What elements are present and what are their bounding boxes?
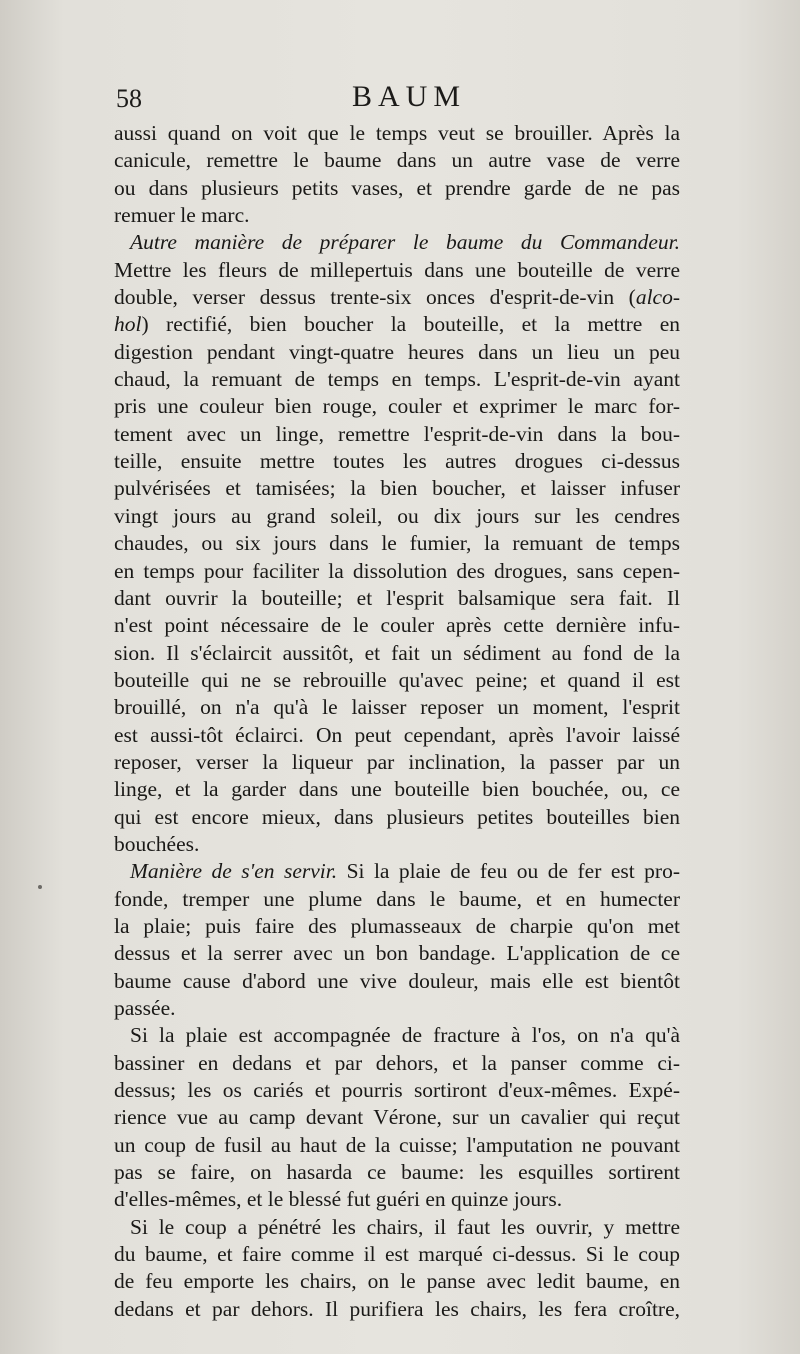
text-run: baume cause d'abord une vive douleur, mais elle est bientôt	[114, 968, 680, 993]
page-header	[112, 78, 672, 114]
text-run: aussi quand on voit que le temps veut se brouiller. Après la	[114, 121, 680, 145]
text-run: du baume, et faire comme il est marqué ci-dessus. Si le coup	[114, 1242, 680, 1267]
margin-speck	[38, 885, 42, 889]
text-run: fonde, tremper une plume dans le baume, et en humecter	[114, 886, 680, 911]
text-run: dedans et par dehors. Il purifiera les chairs, les fera croître,	[114, 1296, 680, 1321]
text-run: bouteille qui ne se rebrouille qu'avec peine; et quand il est	[114, 667, 680, 692]
text-run: dant ouvrir la bouteille; et l'esprit balsamique sera fait. Il	[114, 585, 680, 610]
body-text	[114, 120, 680, 1323]
text-line	[114, 366, 680, 393]
text-line	[114, 257, 680, 284]
text-line	[114, 858, 680, 885]
text-run: dessus; les os cariés et pourris sortiront d'eux-mêmes. Expé-	[114, 1078, 680, 1103]
text-run: bouchées.	[114, 831, 200, 856]
page-number: 58	[116, 84, 142, 113]
text-line	[114, 311, 680, 338]
italic-text: Manière de s'en servir.	[130, 859, 338, 884]
text-line	[114, 1159, 680, 1186]
text-run: teille, ensuite mettre toutes les autres drogues ci-dessus	[114, 449, 680, 474]
text-line	[114, 393, 680, 420]
text-run: Si le coup a pénétré les chairs, il faut les ouvrir, y mettre	[130, 1214, 680, 1239]
text-run: bassiner en dedans et par dehors, et la panser comme ci-	[114, 1050, 680, 1075]
text-run: pris une couleur bien rouge, couler et exprimer le marc for-	[114, 394, 680, 419]
text-line	[114, 776, 680, 803]
text-run: dessus et la serrer avec un bon bandage. L'application de ce	[114, 941, 680, 966]
text-line	[114, 175, 680, 202]
text-line	[114, 558, 680, 585]
text-run: Mettre les fleurs de millepertuis dans une bouteille de verre	[114, 257, 680, 282]
text-run: reposer, verser la liqueur par inclination, la passer par un	[114, 749, 680, 774]
text-run: de feu emporte les chairs, on le panse avec ledit baume, en	[114, 1269, 680, 1294]
text-line	[114, 694, 680, 721]
text-run: canicule, remettre le baume dans un autre vase de verre	[114, 148, 680, 173]
text-line	[114, 968, 680, 995]
text-line	[114, 421, 680, 448]
text-line	[114, 1186, 680, 1213]
text-line	[114, 1022, 680, 1049]
text-line	[114, 995, 680, 1022]
text-line	[114, 339, 680, 366]
text-line	[114, 530, 680, 557]
text-run: d'elles-mêmes, et le blessé fut guéri en quinze jours.	[114, 1187, 563, 1212]
text-line	[114, 475, 680, 502]
text-line	[114, 202, 680, 229]
text-run: ou dans plusieurs petits vases, et prendre garde de ne pas	[114, 175, 680, 200]
italic-text: alco-	[635, 285, 680, 310]
text-run: Si la plaie est accompagnée de fracture à l'os, on n'a qu'à	[130, 1023, 680, 1048]
text-line	[114, 667, 680, 694]
text-line	[114, 749, 680, 776]
text-line	[114, 503, 680, 530]
text-line	[114, 229, 680, 256]
text-run: tement avec un linge, remettre l'esprit-de-vin dans la bou-	[114, 421, 680, 446]
text-run: remuer le marc.	[114, 203, 250, 228]
text-line	[114, 913, 680, 940]
text-run: n'est point nécessaire de le couler après cette dernière infu-	[114, 613, 680, 638]
italic-text: Autre manière de préparer le baume du Commandeur.	[130, 230, 680, 255]
text-run: rience vue au camp devant Vérone, sur un cavalier qui reçut	[114, 1105, 680, 1130]
text-run: chaudes, ou six jours dans le fumier, la remuant de temps	[114, 531, 680, 556]
text-run: ) rectifié, bien boucher la bouteille, et la mettre en	[141, 312, 680, 337]
text-line	[114, 1268, 680, 1295]
text-line	[114, 120, 680, 147]
text-run: en temps pour faciliter la dissolution des drogues, sans cepen-	[114, 558, 680, 583]
text-line	[114, 147, 680, 174]
text-run: chaud, la remuant de temps en temps. L'esprit-de-vin ayant	[114, 367, 680, 392]
text-run: passée.	[114, 996, 176, 1020]
text-line	[114, 886, 680, 913]
text-run: sion. Il s'éclaircit aussitôt, et fait un sédiment au fond de la	[114, 640, 680, 665]
text-line	[114, 612, 680, 639]
text-line	[114, 1104, 680, 1131]
text-line	[114, 831, 680, 858]
text-line	[114, 1241, 680, 1268]
text-run: pas se faire, on hasarda ce baume: les esquilles sortirent	[114, 1160, 680, 1185]
text-run: digestion pendant vingt-quatre heures dans un lieu un peu	[114, 339, 680, 364]
text-run: brouillé, on n'a qu'à le laisser reposer un moment, l'esprit	[114, 695, 680, 720]
text-line	[114, 585, 680, 612]
text-run: Si la plaie de feu ou de fer est pro-	[337, 859, 680, 884]
text-run: est aussi-tôt éclairci. On peut cependant, après l'avoir laissé	[114, 722, 680, 747]
text-line	[114, 722, 680, 749]
text-line	[114, 804, 680, 831]
text-run: double, verser dessus trente-six onces d'esprit-de-vin (	[114, 285, 636, 310]
text-run: qui est encore mieux, dans plusieurs petites bouteilles bien	[114, 804, 680, 829]
text-run: vingt jours au grand soleil, ou dix jours sur les cendres	[114, 503, 680, 528]
text-line	[114, 940, 680, 967]
text-line	[114, 284, 680, 311]
text-line	[114, 448, 680, 475]
text-line	[114, 640, 680, 667]
text-line	[114, 1214, 680, 1241]
text-run: linge, et la garder dans une bouteille bien bouchée, ou, ce	[114, 777, 680, 802]
italic-text: hol	[114, 312, 142, 337]
running-head: BAUM	[352, 80, 467, 113]
text-line	[114, 1050, 680, 1077]
text-line	[114, 1077, 680, 1104]
text-line	[114, 1296, 680, 1323]
text-line	[114, 1132, 680, 1159]
text-run: un coup de fusil au haut de la cuisse; l'amputation ne pouvant	[114, 1132, 680, 1157]
text-run: pulvérisées et tamisées; la bien boucher, et laisser infuser	[114, 476, 680, 501]
text-run: la plaie; puis faire des plumasseaux de charpie qu'on met	[114, 913, 680, 938]
